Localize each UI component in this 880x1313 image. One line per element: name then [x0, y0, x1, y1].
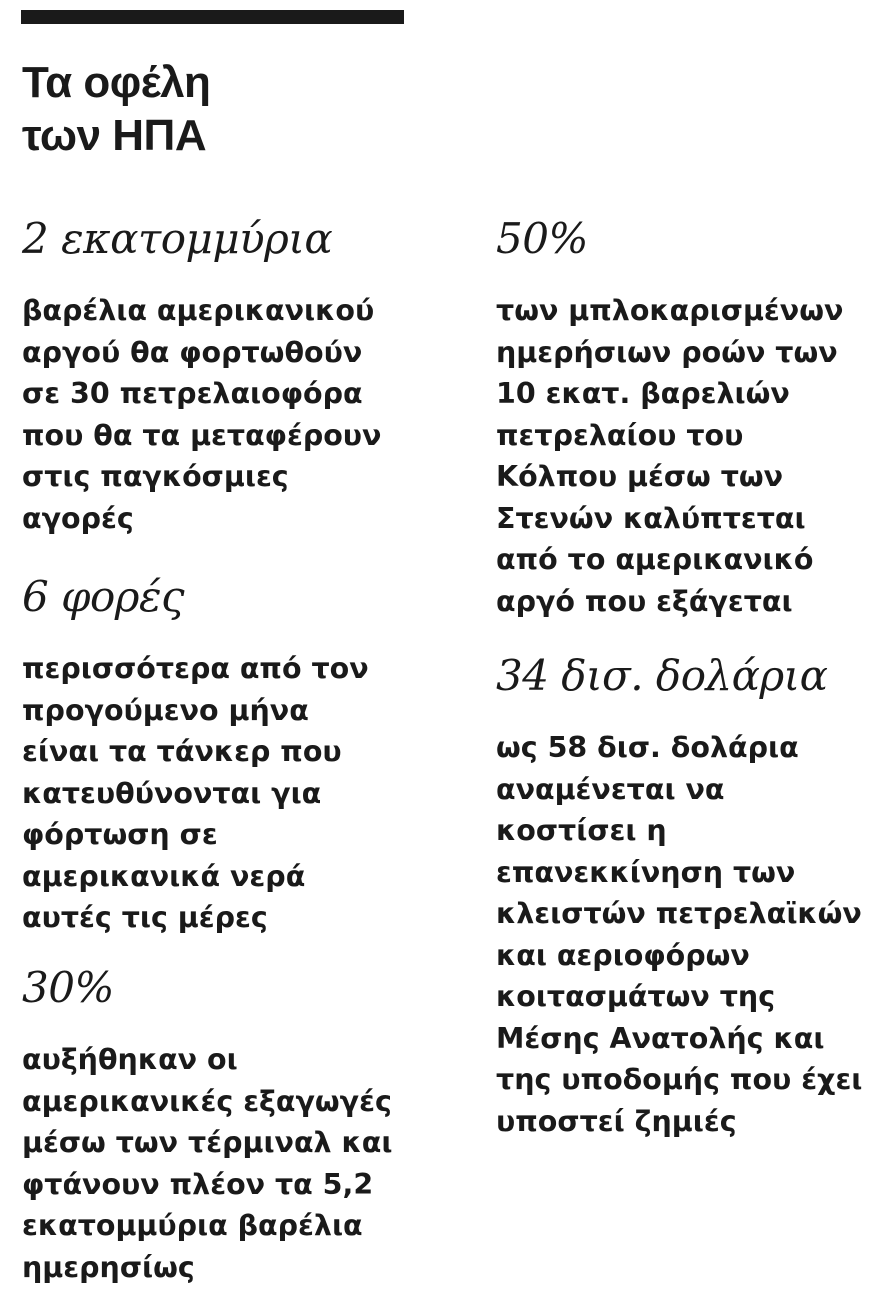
stat-description: των μπλοκαρισμένων ημερήσιων ροών των 10 εκατ. βαρελιών πετρελαίου του Κόλπου μέσω των Στενών καλύπτεται από το αμερικανικό αργό που εξάγεται [496, 294, 844, 618]
stat-description: περισσότερα από τον προγούμενο μήνα είναι τα τάνκερ που κατευθύνονται για φόρτωση σε αμερικανικά νερά αυτές τις μέρες [22, 652, 369, 934]
stat-six-times [22, 572, 422, 939]
stat-figure: 6 φορές [22, 572, 185, 621]
title-line-1: Τα οφέλη [22, 58, 211, 107]
stat-thirty-percent [22, 963, 422, 1288]
top-rule [21, 10, 404, 24]
stat-figure: 34 δισ. δολάρια [496, 651, 828, 700]
stat-two-million [22, 214, 422, 539]
stat-description: ως 58 δισ. δολάρια αναμένεται να κοστίσει η επανεκκίνηση των κλειστών πετρελαϊκών και αεριοφόρων κοιτασμάτων της Μέσης Ανατολής και της υποδομής που έχει υποστεί ζημιές [496, 731, 863, 1138]
stat-description: αυξήθηκαν οι αμερικανικές εξαγωγές μέσω των τέρμιναλ και φτάνουν πλέον τα 5,2 εκατομμύρια βαρέλια ημερησίως [22, 1043, 393, 1284]
title-line-2: των ΗΠΑ [22, 111, 207, 160]
stat-figure: 30% [22, 963, 114, 1012]
stat-34-billion [496, 651, 866, 1142]
stat-figure: 2 εκατομμύρια [22, 214, 333, 263]
stat-figure: 50% [496, 214, 588, 263]
stat-fifty-percent [496, 214, 866, 622]
stat-description: βαρέλια αμερικανικού αργού θα φορτωθούν σε 30 πετρελαιοφόρα που θα τα μεταφέρουν στις παγκόσμιες αγορές [22, 294, 382, 535]
page-title [22, 56, 210, 162]
